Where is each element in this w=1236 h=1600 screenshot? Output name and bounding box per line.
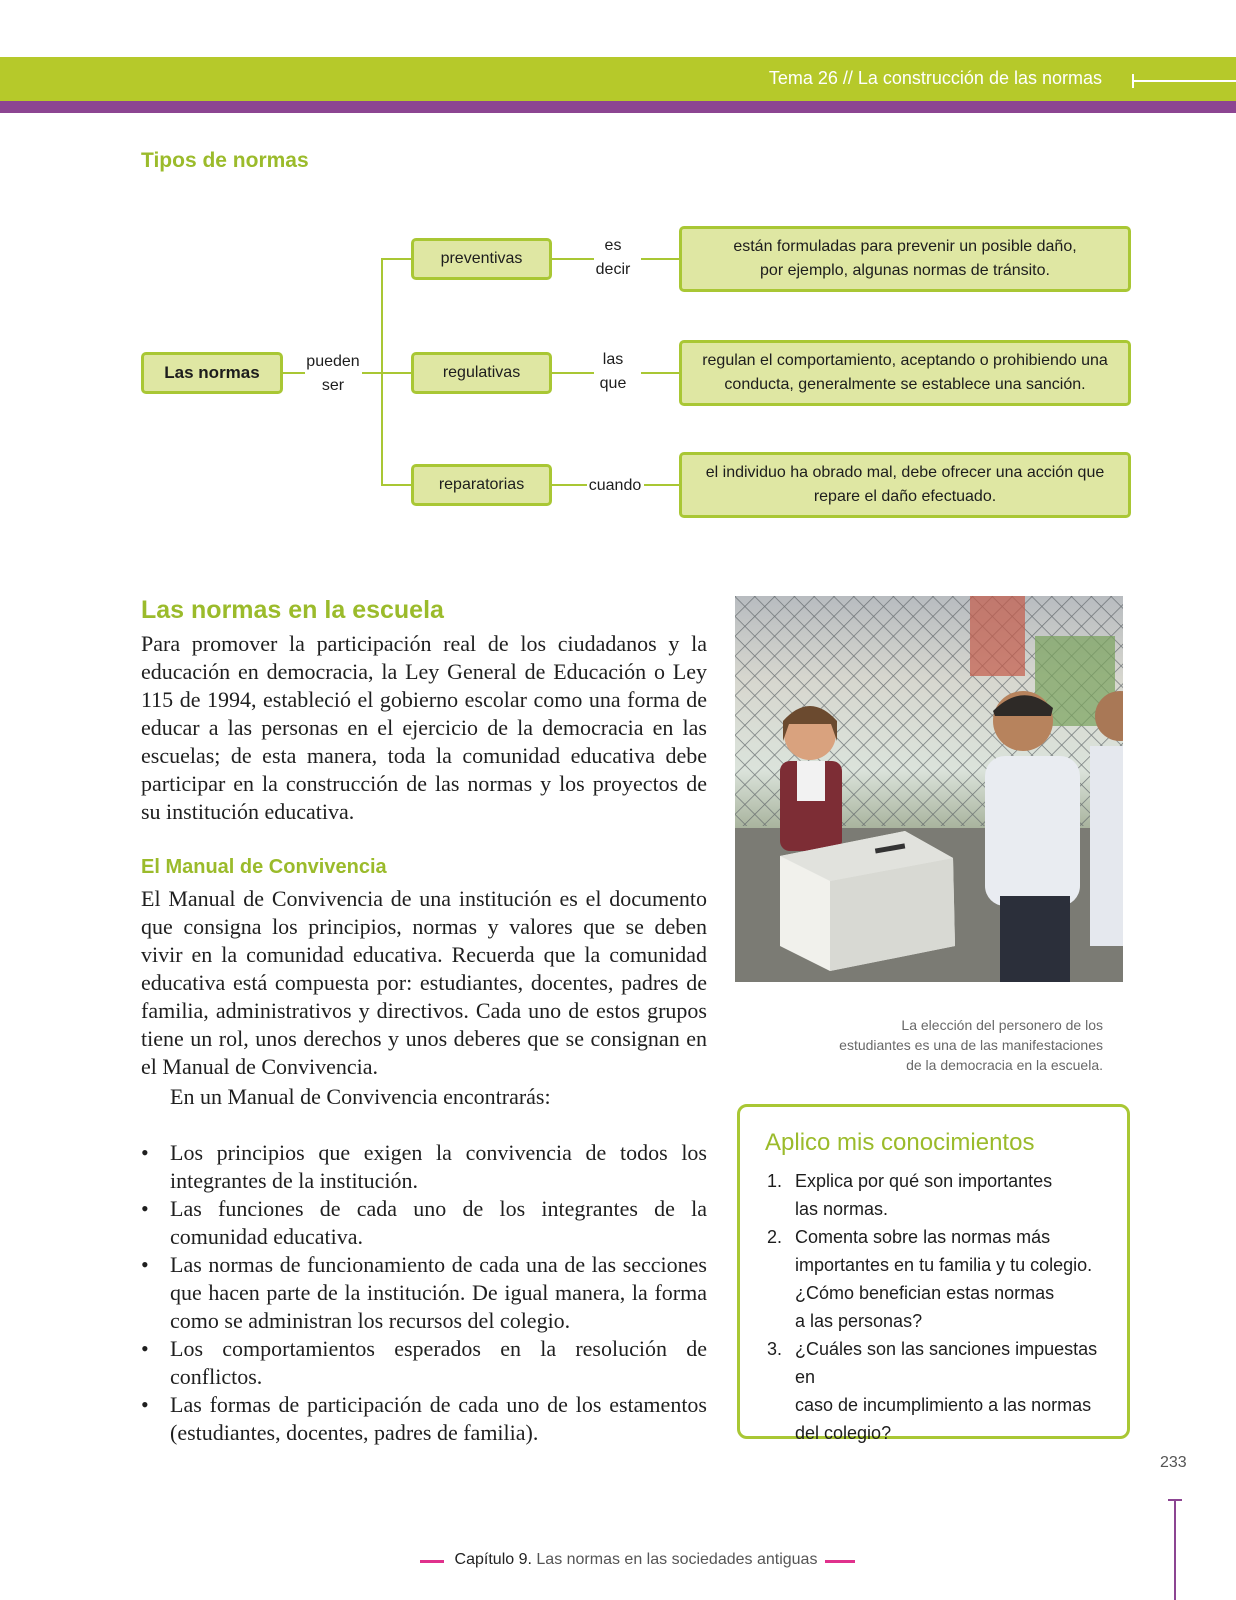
root-node-label: Las normas xyxy=(164,363,260,382)
header-stripe xyxy=(0,101,1236,113)
footer-accent-right xyxy=(825,1560,855,1563)
link-text-las-que: las que xyxy=(599,351,627,392)
school-heading: Las normas en la escuela xyxy=(141,596,444,624)
branch-node-regulativas: regulativas xyxy=(411,352,552,394)
list-item: • Los comportamientos esperados en la resolución de conflictos. xyxy=(141,1335,707,1391)
branch-line xyxy=(552,372,594,374)
question-number: 2. xyxy=(767,1227,783,1247)
root-connector-text: pueden ser xyxy=(306,353,360,394)
list-item: 3. ¿Cuáles son las sanciones impuestas en caso de incumplimiento a las normas del colegio? xyxy=(767,1335,1107,1447)
concept-map-title: Tipos de normas xyxy=(141,149,309,172)
branch-line xyxy=(641,372,679,374)
branch-line xyxy=(381,484,411,486)
list-item: • Las funciones de cada uno de los integrantes de la comunidad educativa. xyxy=(141,1195,707,1251)
question-number: 3. xyxy=(767,1339,783,1359)
branch-line xyxy=(552,258,594,260)
list-item: • Los principios que exigen la convivencia de todos los integrantes de la institución. xyxy=(141,1139,707,1195)
photo-illustration xyxy=(735,596,1123,982)
activity-box xyxy=(737,1104,1130,1443)
description-box-regulativas: regulan el comportamiento, aceptando o prohibiendo una conducta, generalmente se establece una sanción. xyxy=(679,340,1131,406)
list-item: • Las formas de participación de cada uno de los estamentos (estudiantes, docentes, padres de familia). xyxy=(141,1391,707,1447)
manual-bullet-list xyxy=(141,1139,707,1447)
description-box-reparatorias: el individuo ha obrado mal, debe ofrecer una acción que repare el daño efectuado. xyxy=(679,452,1131,518)
page-number: 233 xyxy=(1160,1454,1187,1471)
description-box-preventivas: están formuladas para prevenir un posible daño, por ejemplo, algunas normas de tránsito. xyxy=(679,226,1131,292)
chapter-number: Capítulo 9. xyxy=(454,1551,532,1568)
list-item: 2. Comenta sobre las normas más importantes en tu familia y tu colegio. ¿Cómo benefician estas normas a las personas? xyxy=(767,1223,1107,1335)
branch-line xyxy=(381,372,411,374)
topic-header: Tema 26 // La construcción de las normas xyxy=(768,68,1102,88)
chapter-footer xyxy=(420,1551,852,1569)
student-election-photo xyxy=(735,596,1123,982)
branch-line xyxy=(381,258,411,260)
branch-node-preventivas: preventivas xyxy=(411,238,552,280)
activity-question-list xyxy=(767,1167,1107,1447)
trunk-line xyxy=(381,258,383,484)
connector-line xyxy=(362,372,383,374)
photo-caption: La elección del personero de los estudiantes es una de las manifestaciones de la democracia en la escuela. xyxy=(839,1017,1103,1073)
footer-rule xyxy=(1174,1500,1176,1600)
manual-paragraph: El Manual de Convivencia de una institución es el documento que consigna los principios, normas y valores que se deben vivir en la comunidad educativa. Recuerda que la comunidad educativa está compuesta por: estudiantes, docentes, padres de familia, administrativos y directivos. Cada uno de estos grupos tiene un rol, unos derechos y unos deberes que se consignan en el Manual de Convivencia. xyxy=(141,886,707,1079)
header-rule xyxy=(1133,80,1236,82)
link-text-cuando: cuando xyxy=(588,477,642,494)
branch-node-reparatorias: reparatorias xyxy=(411,464,552,506)
school-paragraph: Para promover la participación real de los ciudadanos y la educación en democracia, la Ley General de Educación o Ley 115 de 1994, estableció el gobierno escolar como una forma de educar a las personas en el ejercicio de la democracia en las escuelas; de esta manera, toda la comunidad educativa debe participar en la construcción de las normas y los proyectos de su institución educativa. xyxy=(141,631,707,824)
chapter-title: Las normas en las sociedades antiguas xyxy=(536,1551,818,1568)
link-text-es-decir: es decir xyxy=(595,237,631,278)
manual-intro: En un Manual de Convivencia encontrarás: xyxy=(170,1084,551,1109)
branch-line xyxy=(552,484,587,486)
list-item: 1. Explica por qué son importantes las normas. xyxy=(767,1167,1107,1223)
list-item: • Las normas de funcionamiento de cada una de las secciones que hacen parte de la institución. De igual manera, la forma como se administran los recursos del colegio. xyxy=(141,1251,707,1335)
branch-line xyxy=(641,258,679,260)
root-node xyxy=(141,352,283,394)
manual-heading: El Manual de Convivencia xyxy=(141,856,387,878)
activity-title: Aplico mis conocimientos xyxy=(765,1129,1035,1156)
branch-line xyxy=(644,484,679,486)
question-number: 1. xyxy=(767,1171,783,1191)
